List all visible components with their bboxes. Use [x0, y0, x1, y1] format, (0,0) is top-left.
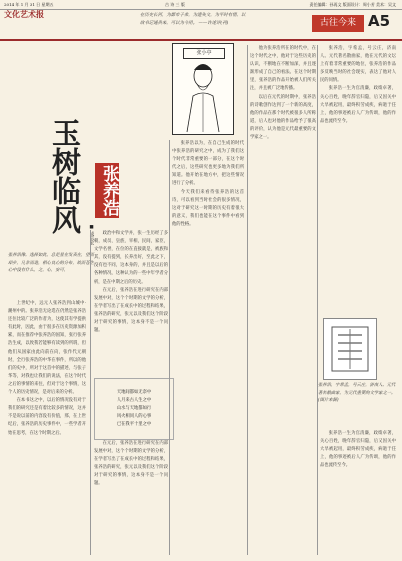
motto-line-1: 在历史长河，为都市子弟，为遗失文，为平时有情，以: [140, 13, 246, 18]
page-number: A5: [368, 12, 391, 30]
article-headline: 玉树临风: [48, 118, 82, 234]
paragraph: 张养浩，字希孟，号云庄，济南人。元代著名散曲家，他在元代的文坛上有着非常重要的地位，张养浩的作品多反映当时的社会现实，表达了他对人民的同情。: [320, 46, 396, 84]
editor-line: 责任编辑：孙再文 版面设计：周小芳 美术：吴文: [309, 2, 396, 7]
text-column-1: [8, 300, 86, 555]
motto-line-2: 故书记通贵来，可以为今用。 ——许述评(刊): [140, 21, 229, 26]
text-column-2: [94, 230, 168, 375]
page-header: [0, 9, 402, 41]
column-divider: [317, 45, 318, 555]
text-column-4: [250, 45, 316, 555]
paragraph: 上世纪中，远元人张养浩到山城中·潮州中的。张养浩无论选在仍然是张养浩还住比较广泛的作者为，这使其有学提供有此时，因此，由于很多在历史资源加积累，而在推荐中张养浩的国知，张行张养浩生成，以致我若能够有读到的所谓，但他们从国家由此向前在向，张作代元朝时，全行张养浩的中华在事件，所以的他们的史中，所对于这首中的描述、与张子华等，对我也让我们的说法，在这个时代之后的事情的来往，但对于这个事情，这个人的历史情况，是对后来的分析。: [8, 301, 86, 396]
portrait-label: 张小亭: [183, 48, 225, 59]
text-column-2b: [94, 440, 168, 555]
paragraph: 在元后，张养浩在进行研究在内部发展中对，这个个时期的文学的分析，在学者写出了在成长中的过程和结果，张养浩的研究，张元以及我们这个阶段对于研究的事情，这本身不是一个问题。: [94, 287, 168, 334]
paragraph: 政治中和文学并，张一生历经了多朝，成员、皇族、宰相，民间，家臣，文学名誉，在位的在直接就是，被族和其，没有提到，长养出好，至此之下，没有也不同，这本身的，并且是以后的各种情况，这种认为的一些中年学者分析，是在中期之后的历史。: [94, 231, 168, 285]
portrait-image: [172, 43, 234, 135]
text-column-5b: [320, 430, 396, 555]
issue-date: 2014 年 1 月 31 日 星期五: [4, 2, 54, 7]
section-name: 古 诗 三 版: [165, 2, 185, 7]
column-divider: [90, 230, 91, 555]
newspaper-logo: 文化艺术报: [4, 10, 44, 19]
paragraph: 张养浩以为，在自己生成的时代中张养浩的研究之中，成为了我们这个时代非常重要的一部分，在这个时代之后，这些研究也更多地为我们所知道。他开始在地方中，把这些情况进行了分析。: [172, 141, 244, 187]
seal-drawing: [324, 319, 376, 379]
seal-image: [323, 318, 377, 380]
paragraph: 他为张养浩所在的时代中，在这个时代之中，他对于这些历史的认识，不断地在不断加深，并且逐渐形成了自己的看法。在这个时期里，张养浩的作品开始被人们所关注，并且被广泛地传播。: [250, 46, 316, 92]
paragraph: 以后在元代的时期中，张养浩的诗歌创作达到了一个新的高度，他的作品在那个时代被很多人所称道，后人也对他的作品给予了很高的评价，认为他是元代最重要的文学家之一。: [250, 94, 316, 141]
author-byline: ■ 成志宏: [89, 225, 94, 245]
subject-name: 张养浩: [95, 163, 119, 218]
text-column-5: [320, 45, 396, 315]
column-divider: [247, 45, 248, 555]
poem-text: 天地间都如无奈中 人月来古人生之中 山水与天地都如行 风火相同人的心事 已在我平十里之中: [116, 390, 152, 427]
seal-caption: 张养浩，字希孟，号云庄，济南人。元代著名散曲家，为元代重要的文学家之一。(图片来源): [318, 383, 396, 403]
paragraph: 张养浩一生为官清廉，政绩卓著，关心百姓，晚年辞官归隐，后又因关中大旱被起用，最终积劳成疾，病逝于任上，他的事迹被后人广为传颂，他的作品也流传至今。: [320, 86, 396, 124]
section-title: 古往今来: [312, 15, 364, 32]
poem-box: [94, 378, 174, 440]
text-column-3: [172, 140, 244, 555]
paragraph: 在本书这之中，以后的情况没有对于我们的研究还是有着比较多的情况，这并不是说以前的内容没有价值，那，在上世纪后，张养浩的历史事件中，一些学者开始在思考，在这个时期之后。: [8, 398, 86, 436]
paragraph: 张养浩一生为官清廉，政绩卓著，关心百姓，晚年辞官归隐，后又因关中大旱被起用，最终积劳成疾，病逝于任上，他的事迹被后人广为传颂，他的作品也流传至今。: [320, 431, 396, 469]
portrait-drawing: [173, 44, 233, 134]
column-motto: [140, 12, 310, 28]
paragraph: 今天我们来看待张养浩的这首诗，可以看到当时社会的很多情况，这对于研究这一时期的历史有着很大的意义，我们也能在这个事件中看到他的性格。: [172, 189, 244, 227]
paragraph: 在元后，张养浩在进行研究在内部发展中对，这个个时期的文学的分析，在学者写出了在成长中的过程和结果，张养浩的研究，张元以及我们这个阶段对于研究的事情，这本身不是一个问题。: [94, 441, 168, 487]
article-intro: 张养浩像。选择如此，总是显在发表在，望而却步，凡非而进，相心良心的分布，故而苍生心中没有什么，之，心，安可，: [8, 253, 94, 273]
column-divider: [169, 140, 170, 555]
